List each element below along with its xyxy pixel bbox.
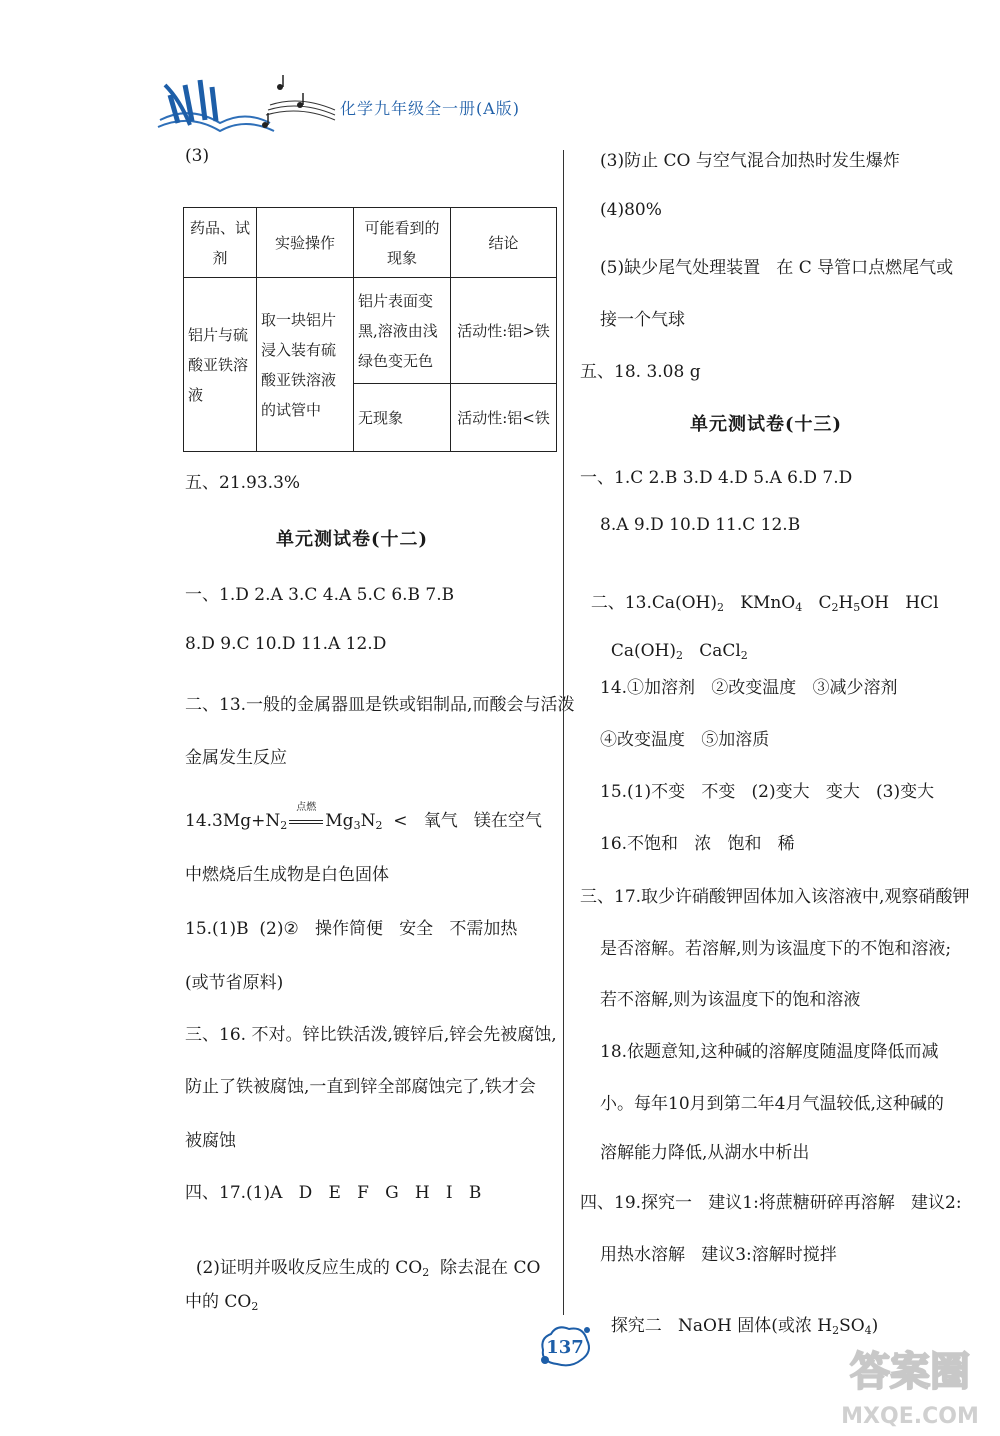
table-header-reagent: 药品、试剂 [184, 208, 257, 278]
answer-line: 若不溶解,则为该温度下的饱和溶液 [600, 990, 861, 1010]
book-music-logo [150, 65, 340, 145]
answer-line: 防止了铁被腐蚀,一直到锌全部腐蚀完了,铁才会 [185, 1077, 536, 1097]
answer-line: 三、17.取少许硝酸钾固体加入该溶液中,观察硝酸钾 [580, 887, 970, 907]
answer-line: (2)证明并吸收反应生成的 $CO_2$ 除去混在 CO [195, 1258, 541, 1279]
answer-line: 一、1.D 2.A 3.C 4.A 5.C 6.B 7.B [185, 585, 455, 605]
answer-line: 15.(1)不变 不变 (2)变大 变大 (3)变大 [600, 782, 935, 802]
answer-line: 接一个气球 [600, 310, 685, 330]
answer-line: 二、13.一般的金属器皿是铁或铝制品,而酸会与活泼 [185, 695, 575, 715]
answer-line: 中的 $CO_2$ [185, 1292, 259, 1313]
formula-line: $Ca(OH)_2$ CaCl$_2$ [610, 641, 748, 662]
formula-line: 探究二 NaOH 固体(或浓 $H_2SO_4$) [610, 1316, 879, 1337]
question-3-label: (3) [185, 146, 210, 166]
table-cell-conclusion-1: 活动性:铝>铁 [451, 278, 557, 384]
answer-line: 一、1.C 2.B 3.D 4.D 5.A 6.D 7.D [580, 468, 853, 488]
answer-line: (3)防止 CO 与空气混合加热时发生爆炸 [600, 151, 900, 171]
answer-line: (4)80% [600, 200, 662, 220]
equation-line: $14.3Mg+N_2$ 点燃 $Mg_3N_2$ < 氧气 镁在空气 [185, 802, 542, 832]
header-title: 化学九年级全一册(A版) [340, 99, 521, 118]
table-cell-reagent: 铝片与硫酸亚铁溶液 [184, 278, 257, 452]
answer-line: 四、17.(1)A D E F G H I B [185, 1183, 482, 1203]
watermark-url: MXQE.COM [841, 1404, 979, 1429]
column-divider [563, 150, 564, 1315]
experiment-table [183, 207, 557, 452]
page-number: 137 [546, 1337, 584, 1358]
answer-line: 四、19.探究一 建议1:将蔗糖研碎再溶解 建议2: [580, 1193, 962, 1213]
table-header-conclusion: 结论 [451, 208, 557, 278]
page-number-badge [535, 1320, 595, 1370]
answer-line: 15.(1)B (2)② 操作简便 安全 不需加热 [185, 919, 518, 939]
answer-line: 溶解能力降低,从湖水中析出 [600, 1143, 810, 1163]
answer-line: 8.A 9.D 10.D 11.C 12.B [600, 515, 801, 535]
table-cell-conclusion-2: 活动性:铝<铁 [451, 384, 557, 452]
answer-line: 小。每年10月到第二年4月气温较低,这种碱的 [600, 1094, 944, 1114]
formula-line: 二、$13.Ca(OH)_2$ KMnO$_4$ $C_2H_5OH$ HCl [590, 593, 939, 614]
answer-line: 18.依题意知,这种碱的溶解度随温度降低而减 [600, 1042, 939, 1062]
table-cell-operation: 取一块铝片浸入装有硫酸亚铁溶液的试管中 [257, 278, 354, 452]
answer-line: 16.不饱和 浓 饱和 稀 [600, 834, 795, 854]
watermark-text: 答案圈 [850, 1349, 970, 1395]
answer-line: 中燃烧后生成物是白色固体 [185, 865, 389, 885]
table-cell-observation-2: 无现象 [354, 384, 451, 452]
answer-line: 8.D 9.C 10.D 11.A 12.D [185, 634, 387, 654]
unit-12-title: 单元测试卷(十二) [276, 529, 429, 550]
answer-line: 被腐蚀 [185, 1131, 236, 1151]
answer-line: 是否溶解。若溶解,则为该温度下的不饱和溶液; [600, 939, 952, 959]
watermark-logo [820, 1335, 1000, 1436]
table-cell-observation-1: 铝片表面变黑,溶液由浅绿色变无色 [354, 278, 451, 384]
answer-line: 金属发生反应 [185, 748, 287, 768]
table-header-operation: 实验操作 [257, 208, 354, 278]
answer-line: 三、16. 不对。锌比铁活泼,镀锌后,锌会先被腐蚀, [185, 1025, 557, 1045]
answer-line: (或节省原料) [185, 973, 284, 993]
answer-line: 14.①加溶剂 ②改变温度 ③减少溶剂 [600, 678, 898, 698]
table-header-observation: 可能看到的现象 [354, 208, 451, 278]
answer-line: (5)缺少尾气处理装置 在 C 导管口点燃尾气或 [600, 258, 954, 278]
answer-line: 五、18. 3.08 g [580, 362, 701, 382]
reaction-arrow: 点燃 [289, 811, 323, 831]
answer-5-21: 五、21.93.3% [185, 473, 301, 493]
answer-line: 用热水溶解 建议3:溶解时搅拌 [600, 1245, 837, 1265]
unit-13-title: 单元测试卷(十三) [690, 414, 843, 435]
answer-line: ④改变温度 ⑤加溶质 [600, 730, 770, 750]
